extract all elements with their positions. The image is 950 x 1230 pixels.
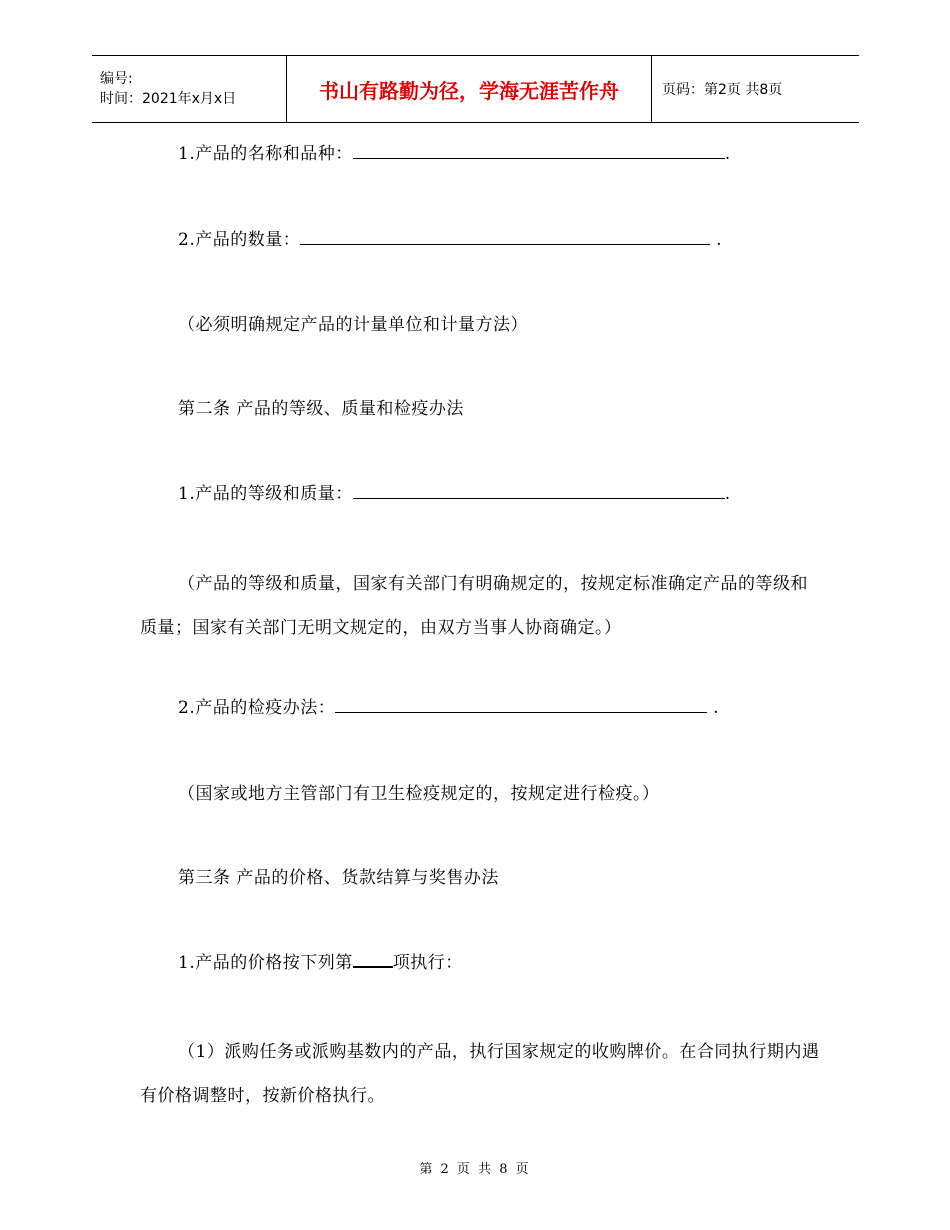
product-qty-label: 2.产品的数量： [178, 230, 301, 250]
unit-note: （必须明确规定产品的计量单位和计量方法） [178, 315, 528, 335]
period: . [724, 484, 731, 504]
period: . [716, 230, 723, 250]
quarantine-label: 2.产品的检疫办法： [178, 698, 336, 718]
page-footer: 第 2 页 共 8 页 [419, 1162, 531, 1177]
number-label: 编号: [100, 71, 133, 87]
article-3-heading: 第三条 产品的价格、货款结算与奖售办法 [178, 868, 499, 888]
product-qty-line [140, 222, 820, 259]
price-item-blank[interactable] [353, 952, 393, 968]
price-suffix: 项执行： [392, 953, 463, 973]
header-motto [286, 56, 652, 122]
product-name-blank[interactable] [353, 144, 725, 159]
page-info-text: 页码：第2页 共8页 [662, 82, 783, 98]
price-line [140, 945, 820, 982]
document-header [92, 55, 859, 123]
quarantine-line [140, 690, 820, 727]
quarantine-blank[interactable] [335, 698, 707, 713]
header-meta [92, 56, 286, 122]
grade-quality-label: 1.产品的等级和质量： [178, 484, 353, 504]
product-name-line [140, 136, 820, 173]
motto-text: 书山有路勤为径，学海无涯苦作舟 [319, 78, 619, 103]
period: . [713, 698, 720, 718]
period: . [724, 144, 731, 164]
price-prefix: 1.产品的价格按下列第 [178, 953, 353, 973]
grade-quality-blank[interactable] [353, 484, 725, 499]
article-2-heading: 第二条 产品的等级、质量和检疫办法 [178, 399, 464, 419]
price-item-1: （1）派购任务或派购基数内的产品，执行国家规定的收购牌价。在合同执行期内遇有价格调整时，按新价格执行。 [140, 1042, 820, 1106]
grade-quality-line [140, 476, 820, 513]
time-label: 时间：2021年x月x日 [100, 91, 237, 107]
grade-note: （产品的等级和质量，国家有关部门有明确规定的，按规定标准确定产品的等级和质量；国家有关部门无明文规定的，由双方当事人协商确定。） [140, 574, 808, 638]
product-qty-blank[interactable] [300, 230, 710, 245]
product-name-label: 1.产品的名称和品种： [178, 144, 353, 164]
header-page-info [652, 56, 859, 122]
quarantine-note: （国家或地方主管部门有卫生检疫规定的，按规定进行检疫。） [178, 784, 660, 804]
